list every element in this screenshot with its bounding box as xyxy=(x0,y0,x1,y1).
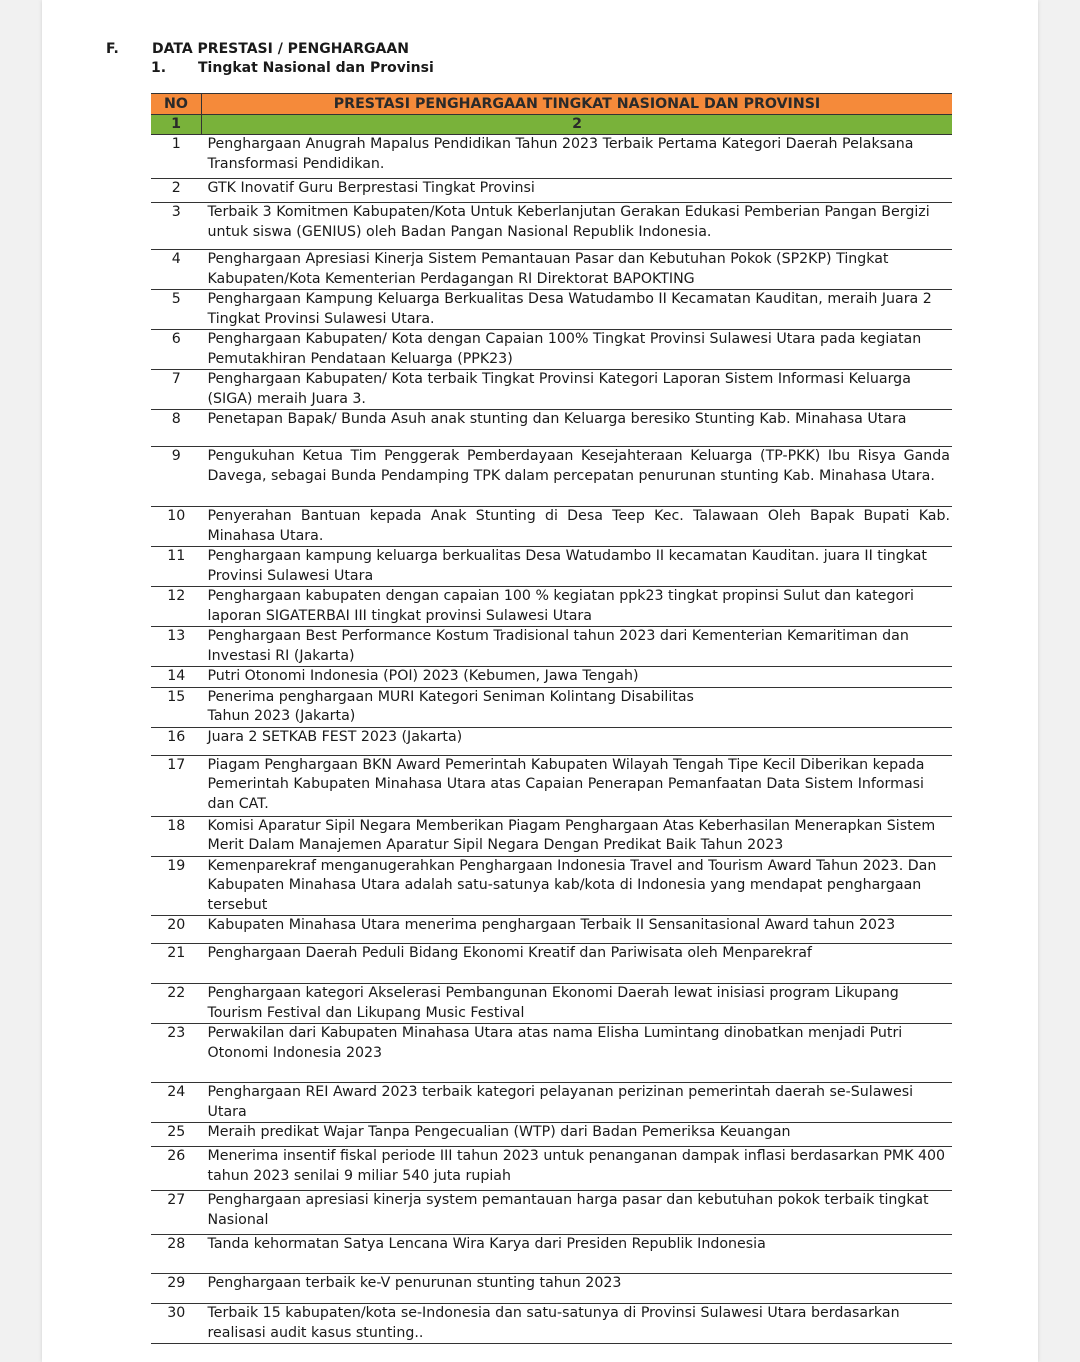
table-row xyxy=(151,1123,952,1147)
row-achievement: Penghargaan Kabupaten/ Kota terbaik Tingkat Provinsi Kategori Laporan Sistem Informasi Keluarga (SIGA) meraih Juara 3. xyxy=(202,370,953,410)
row-achievement: Kabupaten Minahasa Utara menerima penghargaan Terbaik II Sensanitasional Award tahun 2023 xyxy=(202,916,953,944)
table-row xyxy=(151,667,952,688)
table-row xyxy=(151,856,952,916)
table-row xyxy=(151,447,952,507)
row-achievement: Penghargaan kategori Akselerasi Pembangunan Ekonomi Daerah lewat inisiasi program Likupang Tourism Festival dan Likupang Music Festival xyxy=(202,984,953,1024)
row-number: 24 xyxy=(151,1083,202,1123)
row-number: 7 xyxy=(151,370,202,410)
row-number: 9 xyxy=(151,447,202,507)
row-number: 28 xyxy=(151,1235,202,1274)
row-number: 2 xyxy=(151,179,202,203)
table-row xyxy=(151,755,952,816)
row-number: 21 xyxy=(151,944,202,984)
table-row xyxy=(151,1083,952,1123)
row-number: 30 xyxy=(151,1304,202,1344)
table-row xyxy=(151,1235,952,1274)
row-achievement: Penghargaan kampung keluarga berkualitas Desa Watudambo II kecamatan Kauditan. juara II tingkat Provinsi Sulawesi Utara xyxy=(202,547,953,587)
table-row xyxy=(151,179,952,203)
table-row xyxy=(151,135,952,179)
row-achievement: Penghargaan REI Award 2023 terbaik kategori pelayanan perizinan pemerintah daerah se-Sulawesi Utara xyxy=(202,1083,953,1123)
row-number: 5 xyxy=(151,290,202,330)
row-achievement: Penghargaan Kabupaten/ Kota dengan Capaian 100% Tingkat Provinsi Sulawesi Utara pada kegiatan Pemutakhiran Pendataan Keluarga (PPK23) xyxy=(202,330,953,370)
achievements-table xyxy=(151,93,952,1344)
table-header-row xyxy=(151,94,952,115)
row-number: 27 xyxy=(151,1191,202,1235)
table-row xyxy=(151,290,952,330)
table-row xyxy=(151,687,952,727)
table-row xyxy=(151,627,952,667)
row-achievement: Perwakilan dari Kabupaten Minahasa Utara atas nama Elisha Lumintang dinobatkan menjadi Putri Otonomi Indonesia 2023 xyxy=(202,1024,953,1083)
row-achievement: Penghargaan Anugrah Mapalus Pendidikan Tahun 2023 Terbaik Pertama Kategori Daerah Pelaksana Transformasi Pendidikan. xyxy=(202,135,953,179)
row-achievement: Menerima insentif fiskal periode III tahun 2023 untuk penanganan dampak inflasi berdasarkan PMK 400 tahun 2023 senilai 9 miliar 540 juta rupiah xyxy=(202,1147,953,1191)
row-achievement: Terbaik 15 kabupaten/kota se-Indonesia dan satu-satunya di Provinsi Sulawesi Utara berdasarkan realisasi audit kasus stunting.. xyxy=(202,1304,953,1344)
row-number: 23 xyxy=(151,1024,202,1083)
row-achievement: Penerima penghargaan MURI Kategori Seniman Kolintang Disabilitas Tahun 2023 (Jakarta) xyxy=(202,687,953,727)
row-number: 16 xyxy=(151,727,202,755)
row-achievement: Penghargaan Best Performance Kostum Tradisional tahun 2023 dari Kementerian Kemaritiman dan Investasi RI (Jakarta) xyxy=(202,627,953,667)
row-achievement: Penghargaan Kampung Keluarga Berkualitas Desa Watudambo II Kecamatan Kauditan, meraih Juara 2 Tingkat Provinsi Sulawesi Utara. xyxy=(202,290,953,330)
row-achievement: Kemenparekraf menganugerahkan Penghargaan Indonesia Travel and Tourism Award Tahun 2023. Dan Kabupaten Minahasa Utara adalah satu-satunya kab/kota di Indonesia yang mendapat penghargaan tersebut xyxy=(202,856,953,916)
row-number: 29 xyxy=(151,1274,202,1304)
row-achievement: Pengukuhan Ketua Tim Penggerak Pemberdayaan Kesejahteraan Keluarga (TP-PKK) Ibu Risya Ganda Davega, sebagai Bunda Pendamping TPK dalam percepatan penurunan stunting Kab. Minahasa Utara. xyxy=(202,447,953,507)
row-number: 3 xyxy=(151,203,202,250)
table-row xyxy=(151,1274,952,1304)
header-title: PRESTASI PENGHARGAAN TINGKAT NASIONAL DAN PROVINSI xyxy=(202,94,953,115)
subsection-heading xyxy=(151,59,434,77)
table-row xyxy=(151,984,952,1024)
table-row xyxy=(151,727,952,755)
table-row xyxy=(151,944,952,984)
row-achievement: Penghargaan Daerah Peduli Bidang Ekonomi Kreatif dan Pariwisata oleh Menparekraf xyxy=(202,944,953,984)
table-row xyxy=(151,916,952,944)
index-col-1: 1 xyxy=(151,115,202,135)
row-achievement: Putri Otonomi Indonesia (POI) 2023 (Kebumen, Jawa Tengah) xyxy=(202,667,953,688)
table-row xyxy=(151,587,952,627)
row-number: 26 xyxy=(151,1147,202,1191)
section-title: DATA PRESTASI / PENGHARGAAN xyxy=(152,41,409,57)
table-row xyxy=(151,410,952,447)
row-number: 11 xyxy=(151,547,202,587)
row-achievement: Penghargaan apresiasi kinerja system pemantauan harga pasar dan kebutuhan pokok terbaik tingkat Nasional xyxy=(202,1191,953,1235)
table-row xyxy=(151,816,952,856)
header-no: NO xyxy=(151,94,202,115)
table-row xyxy=(151,250,952,290)
row-achievement: Komisi Aparatur Sipil Negara Memberikan Piagam Penghargaan Atas Keberhasilan Menerapkan Sistem Merit Dalam Manajemen Aparatur Sipil Negara Dengan Predikat Baik Tahun 2023 xyxy=(202,816,953,856)
table-row xyxy=(151,370,952,410)
column-index-row xyxy=(151,115,952,135)
row-achievement: Penghargaan kabupaten dengan capaian 100 % kegiatan ppk23 tingkat propinsi Sulut dan kategori laporan SIGATERBAI III tingkat provinsi Sulawesi Utara xyxy=(202,587,953,627)
row-number: 18 xyxy=(151,816,202,856)
table-row xyxy=(151,1024,952,1083)
row-number: 4 xyxy=(151,250,202,290)
row-number: 10 xyxy=(151,507,202,547)
section-letter: F. xyxy=(106,41,119,57)
table-row xyxy=(151,1191,952,1235)
row-number: 13 xyxy=(151,627,202,667)
row-achievement: Penyerahan Bantuan kepada Anak Stunting di Desa Teep Kec. Talawaan Oleh Bapak Bupati Kab. Minahasa Utara. xyxy=(202,507,953,547)
row-number: 22 xyxy=(151,984,202,1024)
row-achievement: Penetapan Bapak/ Bunda Asuh anak stunting dan Keluarga beresiko Stunting Kab. Minahasa Utara xyxy=(202,410,953,447)
table-row xyxy=(151,1304,952,1344)
row-achievement: GTK Inovatif Guru Berprestasi Tingkat Provinsi xyxy=(202,179,953,203)
subsection-number: 1. xyxy=(151,60,167,76)
row-number: 14 xyxy=(151,667,202,688)
row-achievement: Piagam Penghargaan BKN Award Pemerintah Kabupaten Wilayah Tengah Tipe Kecil Diberikan kepada Pemerintah Kabupaten Minahasa Utara atas Capaian Penerapan Pemanfaatan Data Sistem Informasi dan CAT. xyxy=(202,755,953,816)
subsection-title: Tingkat Nasional dan Provinsi xyxy=(198,60,434,76)
table-row xyxy=(151,330,952,370)
row-number: 12 xyxy=(151,587,202,627)
table-row xyxy=(151,547,952,587)
index-col-2: 2 xyxy=(202,115,953,135)
table-row xyxy=(151,203,952,250)
row-achievement: Juara 2 SETKAB FEST 2023 (Jakarta) xyxy=(202,727,953,755)
table-row xyxy=(151,507,952,547)
row-number: 6 xyxy=(151,330,202,370)
row-achievement: Penghargaan terbaik ke-V penurunan stunting tahun 2023 xyxy=(202,1274,953,1304)
row-number: 17 xyxy=(151,755,202,816)
row-achievement: Penghargaan Apresiasi Kinerja Sistem Pemantauan Pasar dan Kebutuhan Pokok (SP2KP) Tingkat Kabupaten/Kota Kementerian Perdagangan RI Direktorat BAPOKTING xyxy=(202,250,953,290)
row-number: 15 xyxy=(151,687,202,727)
row-number: 19 xyxy=(151,856,202,916)
row-achievement: Tanda kehormatan Satya Lencana Wira Karya dari Presiden Republik Indonesia xyxy=(202,1235,953,1274)
row-number: 1 xyxy=(151,135,202,179)
row-achievement: Terbaik 3 Komitmen Kabupaten/Kota Untuk Keberlanjutan Gerakan Edukasi Pemberian Pangan Bergizi untuk siswa (GENIUS) oleh Badan Pangan Nasional Republik Indonesia. xyxy=(202,203,953,250)
row-achievement: Meraih predikat Wajar Tanpa Pengecualian (WTP) dari Badan Pemeriksa Keuangan xyxy=(202,1123,953,1147)
table-row xyxy=(151,1147,952,1191)
row-number: 25 xyxy=(151,1123,202,1147)
row-number: 8 xyxy=(151,410,202,447)
row-number: 20 xyxy=(151,916,202,944)
